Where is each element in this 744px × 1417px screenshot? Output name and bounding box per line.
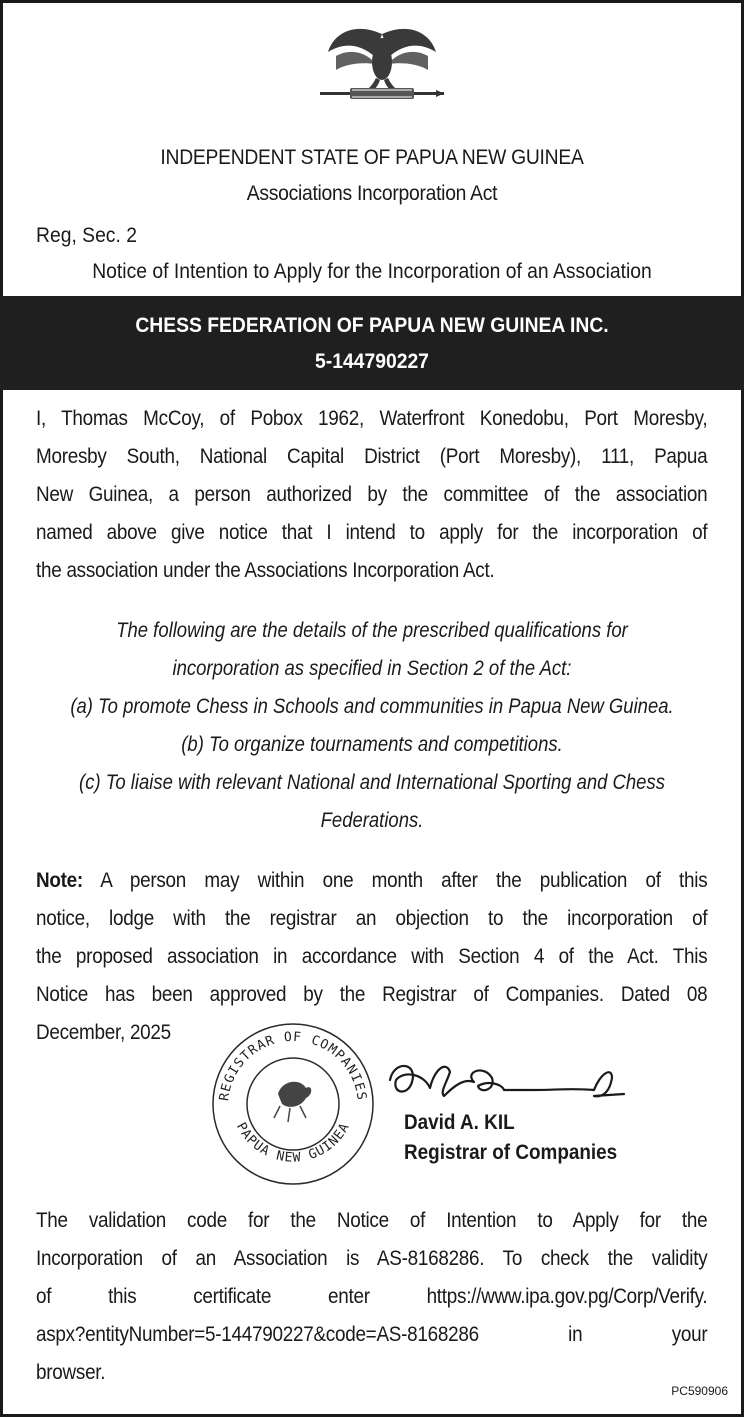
signatory-name: David A. KIL	[404, 1111, 515, 1134]
regulation-ref: Reg, Sec. 2	[36, 224, 137, 247]
signatory-block	[404, 1108, 617, 1168]
validation-line: of this certificate enter https://www.ipa.gov.pg/Corp/Verify.	[36, 1285, 708, 1308]
intro-line: the association under the Associations Incorporation Act.	[36, 559, 495, 582]
qualifications-block	[0, 612, 744, 840]
intro-paragraph	[36, 400, 708, 590]
qualification-line: (a) To promote Chess in Schools and communities in Papua New Guinea.	[70, 695, 674, 718]
qualification-line: The following are the details of the prescribed qualifications for	[116, 619, 628, 642]
validation-paragraph	[36, 1202, 708, 1392]
intro-line: New Guinea, a person authorized by the committee of the association	[36, 483, 708, 506]
note-line: notice, lodge with the registrar an objection to the incorporation of	[36, 907, 708, 930]
association-name: CHESS FEDERATION OF PAPUA NEW GUINEA INC.	[135, 314, 609, 337]
validation-line: Incorporation of an Association is AS-8168286. To check the validity	[36, 1247, 708, 1270]
qualification-line: (b) To organize tournaments and competitions.	[181, 733, 563, 756]
note-line: December, 2025	[36, 1021, 171, 1044]
note-line: the proposed association in accordance with Section 4 of the Act. This	[36, 945, 708, 968]
note-line: Notice has been approved by the Registrar of Companies. Dated 08	[36, 983, 708, 1006]
seal-top-text: REGISTRAR OF COMPANIES	[217, 1029, 369, 1102]
country-heading: INDEPENDENT STATE OF PAPUA NEW GUINEA	[160, 146, 584, 169]
qualification-line: Federations.	[320, 809, 424, 832]
notice-title: Notice of Intention to Apply for the Incorporation of an Association	[92, 260, 652, 283]
qualification-line: (c) To liaise with relevant National and International Sporting and Chess	[79, 771, 665, 794]
intro-line: Moresby South, National Capital District (Port Moresby), 111, Papua	[36, 445, 708, 468]
registrar-seal-icon	[206, 1014, 380, 1188]
association-banner	[0, 296, 744, 390]
act-heading: Associations Incorporation Act	[246, 182, 498, 205]
signatory-title: Registrar of Companies	[404, 1141, 618, 1164]
publication-code: PC590906	[671, 1384, 728, 1398]
qualification-line: incorporation as specified in Section 2 of the Act:	[172, 657, 572, 680]
png-bird-of-paradise-emblem-icon	[316, 22, 448, 106]
svg-text:PAPUA NEW GUINEA	[233, 1120, 353, 1166]
seal-bottom-text: PAPUA NEW GUINEA	[232, 1120, 354, 1166]
association-number: 5-144790227	[315, 350, 429, 373]
validation-line: browser.	[36, 1361, 106, 1384]
intro-line: I, Thomas McCoy, of Pobox 1962, Waterfront Konedobu, Port Moresby,	[36, 407, 708, 430]
note-label: Note:	[36, 869, 83, 892]
note-line	[36, 862, 707, 900]
note-text: A person may within one month after the publication of this	[82, 869, 708, 892]
validation-line: aspx?entityNumber=5-144790227&code=AS-8168286 in your	[36, 1323, 708, 1346]
intro-line: named above give notice that I intend to apply for the incorporation of	[36, 521, 708, 544]
validation-line: The validation code for the Notice of Intention to Apply for the	[36, 1209, 708, 1232]
